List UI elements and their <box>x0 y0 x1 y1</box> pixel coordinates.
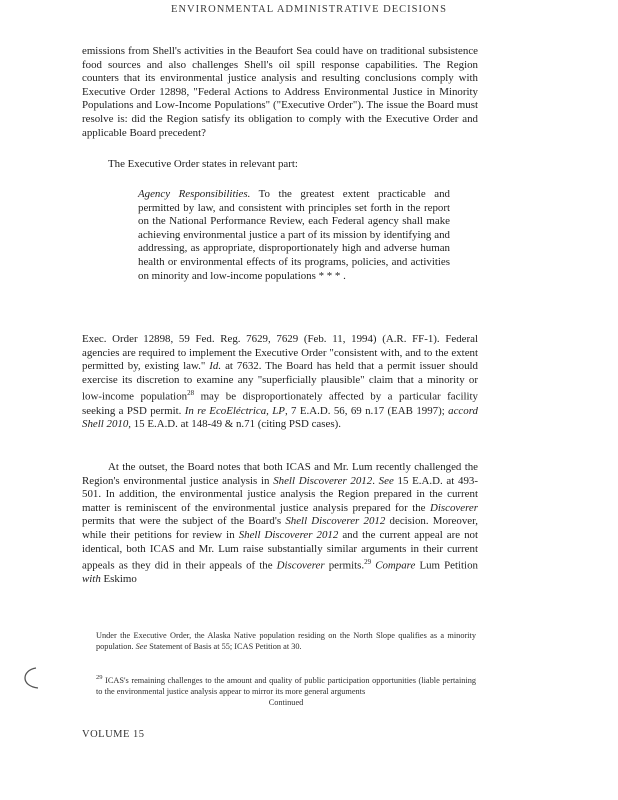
fn28-see: See <box>135 642 148 651</box>
p4-text-c: 15 E.A.D. at 493-501. In addition, the environmental justice analysis the Region prepared in the current matter is reminiscent of the environmental justice analysis prepared for the <box>82 474 478 514</box>
footnote-ref-29: 29 <box>364 558 372 567</box>
paragraph-2: The Executive Order states in relevant part: <box>108 158 298 170</box>
fn29-text: ICAS's remaining challenges to the amount and quality of public participation opportunities (liable pertaining to the environmental justice analysis appear to mirror its more general arguments <box>96 675 476 696</box>
p4-see: See <box>378 474 394 487</box>
fn29-number: 29 <box>96 674 103 681</box>
paragraph-1-text: emissions from Shell's activities in the Beaufort Sea could have on traditional subsistence food sources and also challenges Shell's oil spill response capabilities. The Region counters that its environmental justice analysis and resulting conclusions comply with Executive Order 12898, "Federal Actions to Address Environmental Justice in Minority Populations and Low-Income Populations" ("Executive Order"). The issue the Board must resolve is: did the Region satisfy its obligation to comply with the Executive Order and applicable Board precedent? <box>82 45 478 139</box>
p3-case-shell2010: accord Shell 2010 <box>82 404 478 431</box>
p4-text-e: decision. Moreover, while their petitions for review in <box>82 515 479 541</box>
quote-body: To the greatest extent practicable and permitted by law, and consistent with principles set forth in the report on the National Performance Review, each Federal agency shall make achieving environmental justice a part of its mission by identifying and addressing, as appropriate, disproportionately high and adverse human health or environmental effects of its programs, policies, and activities on minority and low-income populations * * * . <box>138 188 451 282</box>
fn28-text-a: Under the Executive Order, the Alaska Native population residing on the North Slope qualifies as a minority population. <box>96 631 476 651</box>
p4-text-g: permits. <box>328 559 365 572</box>
footnote-28 <box>96 630 476 652</box>
p4-text-d: permits that were the subject of the Board's <box>82 515 282 528</box>
p4-case-2: Shell Discoverer 2012 <box>285 515 386 528</box>
p4-case-1: Shell Discoverer 2012 <box>273 474 373 487</box>
running-header: ENVIRONMENTAL ADMINISTRATIVE DECISIONS <box>171 4 447 15</box>
p3-text-c: may be disproportionately affected by a particular facility seeking a PSD permit. <box>82 391 478 417</box>
paragraph-1 <box>82 45 478 140</box>
p4-compare: Compare <box>375 559 416 572</box>
volume-footer: VOLUME 15 <box>82 729 145 740</box>
p3-text-e: , 15 E.A.D. at 148-49 & n.71 (citing PSD cases). <box>128 418 341 431</box>
p4-discoverer-2: Discoverer <box>276 559 325 572</box>
paragraph-4 <box>82 461 478 587</box>
footnote-29 <box>96 672 476 708</box>
block-quote <box>138 188 450 283</box>
p3-id-cite: Id. <box>209 360 222 373</box>
paragraph-3 <box>82 333 478 432</box>
p4-case-3: Shell Discoverer 2012 <box>238 528 339 541</box>
scan-artifact-arc <box>14 664 42 692</box>
p4-discoverer-1: Discoverer <box>430 501 478 514</box>
p4-with: with <box>82 573 101 586</box>
p4-text-b: . <box>372 474 375 487</box>
footnote-ref-28: 28 <box>187 389 195 398</box>
quote-heading: Agency Responsibilities. <box>138 188 251 200</box>
footnote-continued: Continued <box>268 697 304 707</box>
fn28-text-b: Statement of Basis at 55; ICAS Petition at 30. <box>149 642 302 651</box>
p3-case-ecoelectrica: In re EcoEléctrica, LP <box>184 404 285 417</box>
p4-text-f: and the current appeal are not identical, both ICAS and Mr. Lum raise substantially similar arguments in their current appeals as they did in their appeals of the <box>82 528 479 572</box>
p3-text-d: , 7 E.A.D. 56, 69 n.17 (EAB 1997); <box>284 404 445 417</box>
p4-text-h: Lum Petition <box>419 559 478 572</box>
p4-text-i: Eskimo <box>103 573 137 586</box>
p4-text-a: At the outset, the Board notes that both ICAS and Mr. Lum recently challenged the Region's environmental justice analysis in <box>82 461 478 487</box>
p3-text-a: Exec. Order 12898, 59 Fed. Reg. 7629, 7629 (Feb. 11, 1994) (A.R. FF-1). Federal agencies are required to implement the Executive Order "consistent with, and to the extent permitted by, existing law." <box>82 333 478 373</box>
p3-text-b: at 7632. The Board has held that a permit issuer should exercise its discretion to examine any "superficially plausible" claim that a minority or low-income population <box>82 360 478 403</box>
